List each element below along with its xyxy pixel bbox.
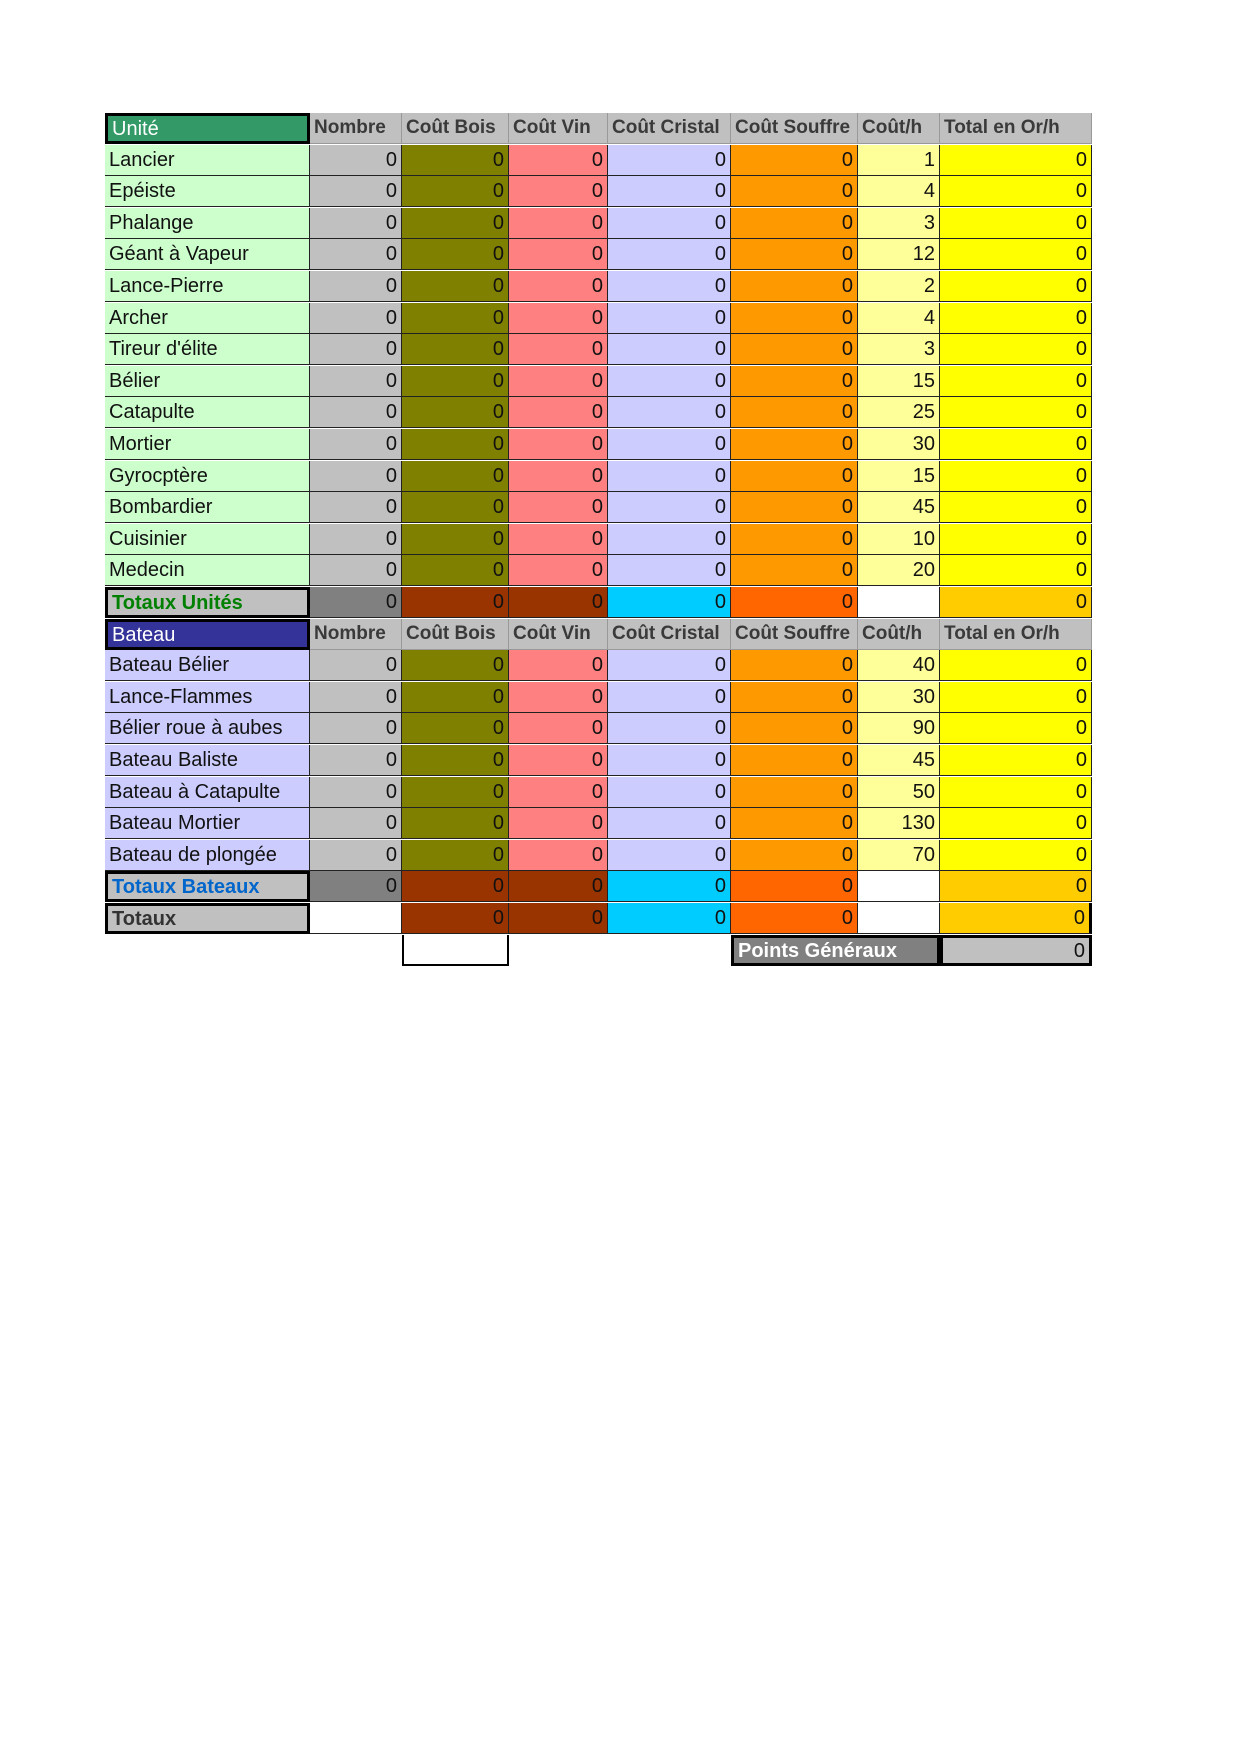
- souffre-cell[interactable]: 0: [731, 239, 858, 270]
- cristal-cell[interactable]: 0: [608, 650, 731, 681]
- units-title-cell[interactable]: Unité: [105, 113, 310, 144]
- column-header[interactable]: Coût Bois: [402, 619, 509, 650]
- souffre-cell[interactable]: 0: [731, 145, 858, 176]
- couth-cell[interactable]: 90: [858, 713, 940, 744]
- vin-cell[interactable]: 0: [509, 492, 608, 523]
- total-cell[interactable]: 0: [940, 682, 1092, 713]
- nombre-cell[interactable]: 0: [310, 461, 402, 492]
- row-name-cell[interactable]: Phalange: [105, 208, 310, 239]
- column-header[interactable]: Total en Or/h: [940, 113, 1092, 144]
- couth-cell[interactable]: 45: [858, 745, 940, 776]
- cristal-cell[interactable]: 0: [608, 745, 731, 776]
- bois-cell[interactable]: 0: [402, 461, 509, 492]
- nombre-cell[interactable]: 0: [310, 682, 402, 713]
- souffre-cell[interactable]: 0: [731, 176, 858, 207]
- souffre-cell[interactable]: 0: [731, 650, 858, 681]
- vin-cell[interactable]: 0: [509, 429, 608, 460]
- grand-total-vin-cell[interactable]: 0: [509, 903, 608, 934]
- column-header[interactable]: Coût Cristal: [608, 619, 731, 650]
- total-cell[interactable]: 0: [940, 808, 1092, 839]
- bois-cell[interactable]: 0: [402, 429, 509, 460]
- bois-cell[interactable]: 0: [402, 271, 509, 302]
- total-souffre-cell[interactable]: 0: [731, 871, 858, 902]
- vin-cell[interactable]: 0: [509, 397, 608, 428]
- row-name-cell[interactable]: Cuisinier: [105, 524, 310, 555]
- bois-cell[interactable]: 0: [402, 713, 509, 744]
- total-cell[interactable]: 0: [940, 777, 1092, 808]
- nombre-cell[interactable]: 0: [310, 239, 402, 270]
- cristal-cell[interactable]: 0: [608, 366, 731, 397]
- total-cell[interactable]: 0: [940, 271, 1092, 302]
- total-bois-cell[interactable]: 0: [402, 871, 509, 902]
- souffre-cell[interactable]: 0: [731, 682, 858, 713]
- couth-cell[interactable]: 4: [858, 303, 940, 334]
- vin-cell[interactable]: 0: [509, 713, 608, 744]
- column-header[interactable]: Coût Bois: [402, 113, 509, 144]
- nombre-cell[interactable]: 0: [310, 524, 402, 555]
- nombre-cell[interactable]: 0: [310, 840, 402, 871]
- cristal-cell[interactable]: 0: [608, 145, 731, 176]
- vin-cell[interactable]: 0: [509, 145, 608, 176]
- cristal-cell[interactable]: 0: [608, 492, 731, 523]
- row-name-cell[interactable]: Lancier: [105, 145, 310, 176]
- row-name-cell[interactable]: Bateau de plongée: [105, 840, 310, 871]
- bois-cell[interactable]: 0: [402, 334, 509, 365]
- column-header[interactable]: Coût Cristal: [608, 113, 731, 144]
- nombre-cell[interactable]: 0: [310, 713, 402, 744]
- souffre-cell[interactable]: 0: [731, 271, 858, 302]
- souffre-cell[interactable]: 0: [731, 745, 858, 776]
- cristal-cell[interactable]: 0: [608, 176, 731, 207]
- souffre-cell[interactable]: 0: [731, 303, 858, 334]
- row-name-cell[interactable]: Bateau Mortier: [105, 808, 310, 839]
- couth-cell[interactable]: 30: [858, 429, 940, 460]
- total-couth-cell[interactable]: [858, 871, 940, 902]
- nombre-cell[interactable]: 0: [310, 650, 402, 681]
- total-cell[interactable]: 0: [940, 492, 1092, 523]
- bois-cell[interactable]: 0: [402, 555, 509, 586]
- couth-cell[interactable]: 3: [858, 208, 940, 239]
- cristal-cell[interactable]: 0: [608, 303, 731, 334]
- couth-cell[interactable]: 3: [858, 334, 940, 365]
- total-cell[interactable]: 0: [940, 650, 1092, 681]
- row-name-cell[interactable]: Bélier roue à aubes: [105, 713, 310, 744]
- total-cell[interactable]: 0: [940, 239, 1092, 270]
- grand-total-bois-cell[interactable]: 0: [402, 903, 509, 934]
- couth-cell[interactable]: 12: [858, 239, 940, 270]
- souffre-cell[interactable]: 0: [731, 777, 858, 808]
- couth-cell[interactable]: 30: [858, 682, 940, 713]
- souffre-cell[interactable]: 0: [731, 808, 858, 839]
- bois-cell[interactable]: 0: [402, 303, 509, 334]
- couth-cell[interactable]: 20: [858, 555, 940, 586]
- nombre-cell[interactable]: 0: [310, 145, 402, 176]
- total-total-cell[interactable]: 0: [940, 587, 1092, 618]
- bois-cell[interactable]: 0: [402, 239, 509, 270]
- total-nombre-cell[interactable]: 0: [310, 871, 402, 902]
- total-couth-cell[interactable]: [858, 587, 940, 618]
- vin-cell[interactable]: 0: [509, 555, 608, 586]
- total-cell[interactable]: 0: [940, 208, 1092, 239]
- vin-cell[interactable]: 0: [509, 745, 608, 776]
- total-cell[interactable]: 0: [940, 524, 1092, 555]
- vin-cell[interactable]: 0: [509, 650, 608, 681]
- row-name-cell[interactable]: Catapulte: [105, 397, 310, 428]
- total-cell[interactable]: 0: [940, 145, 1092, 176]
- nombre-cell[interactable]: 0: [310, 808, 402, 839]
- total-cell[interactable]: 0: [940, 303, 1092, 334]
- vin-cell[interactable]: 0: [509, 840, 608, 871]
- nombre-cell[interactable]: 0: [310, 334, 402, 365]
- empty-input-cell[interactable]: [402, 935, 509, 966]
- cristal-cell[interactable]: 0: [608, 429, 731, 460]
- vin-cell[interactable]: 0: [509, 461, 608, 492]
- nombre-cell[interactable]: 0: [310, 176, 402, 207]
- souffre-cell[interactable]: 0: [731, 555, 858, 586]
- couth-cell[interactable]: 25: [858, 397, 940, 428]
- bois-cell[interactable]: 0: [402, 745, 509, 776]
- souffre-cell[interactable]: 0: [731, 208, 858, 239]
- vin-cell[interactable]: 0: [509, 303, 608, 334]
- bois-cell[interactable]: 0: [402, 176, 509, 207]
- cristal-cell[interactable]: 0: [608, 682, 731, 713]
- souffre-cell[interactable]: 0: [731, 524, 858, 555]
- column-header[interactable]: Coût/h: [858, 113, 940, 144]
- totals-label-cell[interactable]: Totaux Bateaux: [105, 871, 310, 902]
- cristal-cell[interactable]: 0: [608, 555, 731, 586]
- total-nombre-cell[interactable]: 0: [310, 587, 402, 618]
- row-name-cell[interactable]: Epéiste: [105, 176, 310, 207]
- souffre-cell[interactable]: 0: [731, 461, 858, 492]
- bois-cell[interactable]: 0: [402, 840, 509, 871]
- total-cell[interactable]: 0: [940, 461, 1092, 492]
- boats-title-cell[interactable]: Bateau: [105, 619, 310, 650]
- souffre-cell[interactable]: 0: [731, 713, 858, 744]
- vin-cell[interactable]: 0: [509, 682, 608, 713]
- total-cell[interactable]: 0: [940, 397, 1092, 428]
- souffre-cell[interactable]: 0: [731, 366, 858, 397]
- cristal-cell[interactable]: 0: [608, 397, 731, 428]
- column-header[interactable]: Nombre: [310, 113, 402, 144]
- bois-cell[interactable]: 0: [402, 777, 509, 808]
- bois-cell[interactable]: 0: [402, 682, 509, 713]
- souffre-cell[interactable]: 0: [731, 334, 858, 365]
- couth-cell[interactable]: 10: [858, 524, 940, 555]
- couth-cell[interactable]: 4: [858, 176, 940, 207]
- cristal-cell[interactable]: 0: [608, 808, 731, 839]
- cristal-cell[interactable]: 0: [608, 840, 731, 871]
- cristal-cell[interactable]: 0: [608, 524, 731, 555]
- column-header[interactable]: Coût Vin: [509, 619, 608, 650]
- couth-cell[interactable]: 2: [858, 271, 940, 302]
- nombre-cell[interactable]: 0: [310, 777, 402, 808]
- cristal-cell[interactable]: 0: [608, 461, 731, 492]
- total-bois-cell[interactable]: 0: [402, 587, 509, 618]
- row-name-cell[interactable]: Lance-Flammes: [105, 682, 310, 713]
- total-cell[interactable]: 0: [940, 429, 1092, 460]
- cristal-cell[interactable]: 0: [608, 208, 731, 239]
- column-header[interactable]: Coût/h: [858, 619, 940, 650]
- vin-cell[interactable]: 0: [509, 176, 608, 207]
- vin-cell[interactable]: 0: [509, 366, 608, 397]
- cristal-cell[interactable]: 0: [608, 777, 731, 808]
- bois-cell[interactable]: 0: [402, 145, 509, 176]
- cristal-cell[interactable]: 0: [608, 271, 731, 302]
- total-total-cell[interactable]: 0: [940, 871, 1092, 902]
- bois-cell[interactable]: 0: [402, 366, 509, 397]
- vin-cell[interactable]: 0: [509, 271, 608, 302]
- grand-totals-label-cell[interactable]: Totaux: [105, 903, 310, 934]
- total-cell[interactable]: 0: [940, 713, 1092, 744]
- vin-cell[interactable]: 0: [509, 334, 608, 365]
- nombre-cell[interactable]: 0: [310, 397, 402, 428]
- couth-cell[interactable]: 15: [858, 461, 940, 492]
- bois-cell[interactable]: 0: [402, 397, 509, 428]
- nombre-cell[interactable]: 0: [310, 366, 402, 397]
- grand-total-total-cell[interactable]: 0: [940, 903, 1092, 934]
- souffre-cell[interactable]: 0: [731, 429, 858, 460]
- row-name-cell[interactable]: Medecin: [105, 555, 310, 586]
- couth-cell[interactable]: 50: [858, 777, 940, 808]
- column-header[interactable]: Nombre: [310, 619, 402, 650]
- total-cell[interactable]: 0: [940, 745, 1092, 776]
- total-cell[interactable]: 0: [940, 840, 1092, 871]
- column-header[interactable]: Coût Souffre: [731, 619, 858, 650]
- nombre-cell[interactable]: 0: [310, 745, 402, 776]
- couth-cell[interactable]: 40: [858, 650, 940, 681]
- nombre-cell[interactable]: 0: [310, 303, 402, 334]
- column-header[interactable]: Coût Souffre: [731, 113, 858, 144]
- bois-cell[interactable]: 0: [402, 808, 509, 839]
- total-cell[interactable]: 0: [940, 555, 1092, 586]
- row-name-cell[interactable]: Bateau à Catapulte: [105, 777, 310, 808]
- grand-total-cristal-cell[interactable]: 0: [608, 903, 731, 934]
- points-value-cell[interactable]: 0: [940, 935, 1092, 966]
- row-name-cell[interactable]: Archer: [105, 303, 310, 334]
- couth-cell[interactable]: 70: [858, 840, 940, 871]
- bois-cell[interactable]: 0: [402, 524, 509, 555]
- souffre-cell[interactable]: 0: [731, 492, 858, 523]
- vin-cell[interactable]: 0: [509, 777, 608, 808]
- row-name-cell[interactable]: Géant à Vapeur: [105, 239, 310, 270]
- totals-label-cell[interactable]: Totaux Unités: [105, 587, 310, 618]
- row-name-cell[interactable]: Lance-Pierre: [105, 271, 310, 302]
- total-cell[interactable]: 0: [940, 176, 1092, 207]
- row-name-cell[interactable]: Bateau Baliste: [105, 745, 310, 776]
- nombre-cell[interactable]: 0: [310, 429, 402, 460]
- total-cell[interactable]: 0: [940, 366, 1092, 397]
- souffre-cell[interactable]: 0: [731, 840, 858, 871]
- row-name-cell[interactable]: Mortier: [105, 429, 310, 460]
- vin-cell[interactable]: 0: [509, 524, 608, 555]
- total-vin-cell[interactable]: 0: [509, 587, 608, 618]
- nombre-cell[interactable]: 0: [310, 271, 402, 302]
- total-cristal-cell[interactable]: 0: [608, 871, 731, 902]
- column-header[interactable]: Coût Vin: [509, 113, 608, 144]
- row-name-cell[interactable]: Tireur d'élite: [105, 334, 310, 365]
- nombre-cell[interactable]: 0: [310, 492, 402, 523]
- grand-total-couth-cell[interactable]: [858, 903, 940, 934]
- vin-cell[interactable]: 0: [509, 808, 608, 839]
- grand-total-souffre-cell[interactable]: 0: [731, 903, 858, 934]
- total-vin-cell[interactable]: 0: [509, 871, 608, 902]
- couth-cell[interactable]: 1: [858, 145, 940, 176]
- row-name-cell[interactable]: Bélier: [105, 366, 310, 397]
- total-cell[interactable]: 0: [940, 334, 1092, 365]
- bois-cell[interactable]: 0: [402, 492, 509, 523]
- souffre-cell[interactable]: 0: [731, 397, 858, 428]
- grand-total-nombre-cell[interactable]: [310, 903, 402, 934]
- nombre-cell[interactable]: 0: [310, 555, 402, 586]
- couth-cell[interactable]: 45: [858, 492, 940, 523]
- cristal-cell[interactable]: 0: [608, 713, 731, 744]
- row-name-cell[interactable]: Gyrocptère: [105, 461, 310, 492]
- bois-cell[interactable]: 0: [402, 650, 509, 681]
- vin-cell[interactable]: 0: [509, 208, 608, 239]
- cristal-cell[interactable]: 0: [608, 239, 731, 270]
- row-name-cell[interactable]: Bateau Bélier: [105, 650, 310, 681]
- vin-cell[interactable]: 0: [509, 239, 608, 270]
- couth-cell[interactable]: 130: [858, 808, 940, 839]
- bois-cell[interactable]: 0: [402, 208, 509, 239]
- row-name-cell[interactable]: Bombardier: [105, 492, 310, 523]
- total-souffre-cell[interactable]: 0: [731, 587, 858, 618]
- points-label: Points Généraux: [731, 935, 940, 966]
- total-cristal-cell[interactable]: 0: [608, 587, 731, 618]
- couth-cell[interactable]: 15: [858, 366, 940, 397]
- nombre-cell[interactable]: 0: [310, 208, 402, 239]
- column-header[interactable]: Total en Or/h: [940, 619, 1092, 650]
- cristal-cell[interactable]: 0: [608, 334, 731, 365]
